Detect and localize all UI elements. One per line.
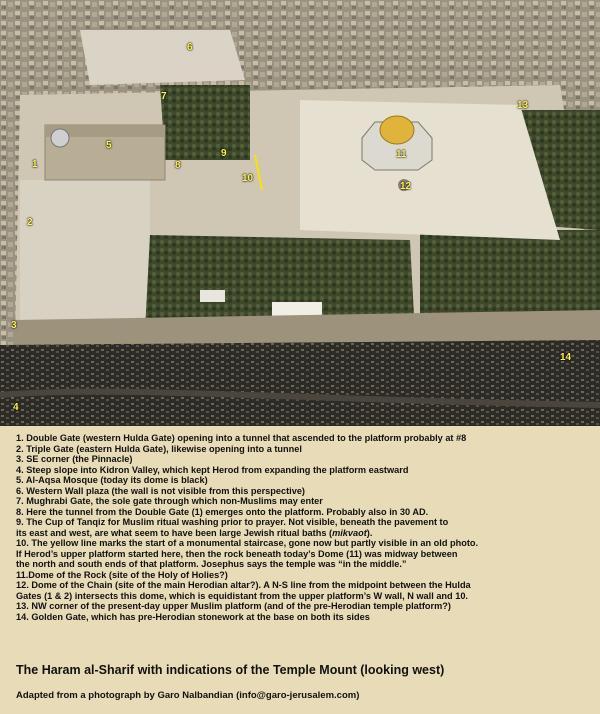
note-item: 5. Al-Aqsa Mosque (today its dome is black) [16, 475, 208, 485]
marker-13: 13 [517, 100, 529, 111]
note-item: 13. NW corner of the present-day upper Muslim platform (and of the pre-Herodian temple platform?) [16, 601, 451, 611]
golden-dome [380, 116, 414, 144]
trees-area [160, 85, 250, 160]
western-wall-plaza-area [80, 30, 245, 85]
marker-1: 1 [32, 159, 38, 170]
note-item: 1. Double Gate (western Hulda Gate) opening into a tunnel that ascended to the platform probably at #8 [16, 433, 467, 443]
marker-3: 3 [11, 320, 17, 331]
marker-6: 6 [187, 42, 193, 53]
note-item: 8. Here the tunnel from the Double Gate (1) emerges onto the platform. Probably also in 30 AD. [16, 506, 429, 517]
mikvaot-term: mikvaot [332, 527, 367, 538]
note-item: 3. SE corner (the Pinnacle) [16, 454, 133, 464]
marker-14: 14 [560, 352, 572, 363]
note-item: 9. The Cup of Tanqiz for Muslim ritual washing prior to prayer. Not visible, beneath the pavement to [16, 517, 449, 527]
upper-platform [300, 100, 560, 240]
marker-7: 7 [161, 91, 167, 102]
note-item: its east and west, are what seem to have been large Jewish ritual baths (mikvaot). [16, 527, 373, 538]
al-aqsa-dome [51, 129, 69, 147]
notes-list [16, 433, 596, 622]
note-item: Gates (1 & 2) intersects this dome, which is equidistant from the upper platform’s W wall, N wall and 10. [16, 590, 468, 601]
marker-8: 8 [175, 160, 181, 171]
note-item: 11.Dome of the Rock (site of the Holy of Holies?) [16, 569, 228, 580]
note-item: 14. Golden Gate, which has pre-Herodian stonework at the base on both its sides [16, 611, 370, 622]
marker-12: 12 [400, 181, 412, 192]
note-item: 4. Steep slope into Kidron Valley, which kept Herod from expanding the platform eastward [16, 464, 409, 475]
note-item: 10. The yellow line marks the start of a monumental staircase, gone now but partly visible in an old photo. [16, 538, 479, 548]
marker-4: 4 [13, 402, 19, 413]
note-item: 2. Triple Gate (eastern Hulda Gate), likewise opening into a tunnel [16, 443, 302, 454]
note-item: 6. Western Wall plaza (the wall is not visible from this perspective) [16, 485, 305, 496]
caption-panel [0, 426, 600, 714]
marker-9: 9 [221, 148, 227, 159]
note-item: 12. Dome of the Chain (site of the main Herodian altar?). A N-S line from the midpoint between the Hulda [16, 580, 471, 590]
marker-5: 5 [106, 140, 112, 151]
note-item: the north and south ends of that platform. Josephus says the temple was “in the middle.” [16, 559, 407, 569]
kidron-slope [0, 340, 600, 426]
marker-11: 11 [396, 149, 407, 160]
marker-10: 10 [242, 173, 254, 184]
photo-credit: Adapted from a photograph by Garo Nalbandian (info@garo-jerusalem.com) [16, 690, 360, 701]
note-item: If Herod’s upper platform started here, then the rock beneath today’s Dome (11) was midway between [16, 548, 458, 559]
note-item: 7. Mughrabi Gate, the sole gate through which non-Muslims may enter [16, 496, 323, 506]
figure-title: The Haram al-Sharif with indications of the Temple Mount (looking west) [16, 663, 445, 677]
marker-2: 2 [27, 217, 33, 228]
